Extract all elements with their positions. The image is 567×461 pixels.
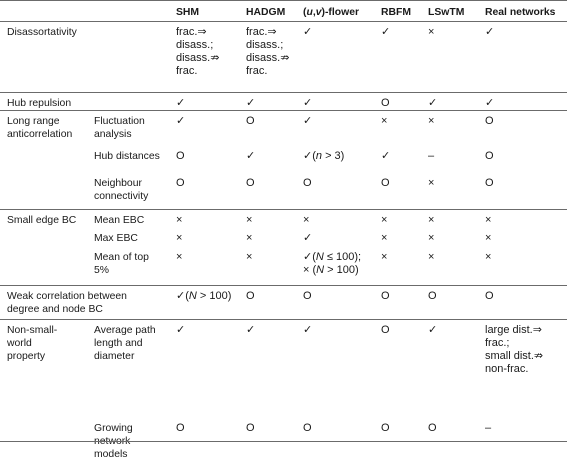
cell-line: O	[303, 290, 312, 302]
cell-lswtm	[428, 150, 434, 163]
cell-lswtm	[428, 97, 437, 110]
cell-real	[485, 150, 494, 163]
table-row	[0, 418, 567, 460]
cell-group	[7, 290, 127, 316]
cell-line: O	[428, 422, 437, 434]
cell-real	[485, 115, 494, 128]
cell-shm	[176, 150, 185, 163]
cell-line: O	[428, 290, 437, 302]
cell-flower	[303, 115, 312, 128]
cell-line: ✓	[381, 150, 391, 162]
cell-rbfm	[381, 26, 390, 39]
cell-line: ✓(n > 3)	[303, 150, 345, 162]
cell-sub	[94, 177, 148, 203]
cell-line: O	[176, 177, 185, 189]
cell-line: network	[94, 436, 131, 447]
cell-line: –	[485, 422, 492, 434]
cell-line: Max EBC	[94, 233, 138, 244]
cell-sub	[94, 115, 145, 141]
cell-sub	[94, 324, 156, 363]
cell-line: Small edge BC	[7, 215, 77, 226]
cell-line: ×	[176, 214, 183, 226]
table-row	[0, 228, 567, 247]
cell-hadgm	[246, 422, 255, 435]
cell-line: models	[94, 449, 128, 460]
cell-real	[485, 251, 491, 264]
cell-line: ✓	[246, 324, 256, 336]
cell-line: ×	[246, 214, 253, 226]
cell-line: ×	[428, 214, 435, 226]
cell-line: analysis	[94, 129, 132, 140]
cell-real	[485, 232, 491, 245]
cell-line: O	[381, 290, 390, 302]
cell-line: ✓	[485, 26, 495, 38]
cell-hadgm	[246, 214, 252, 227]
table-header-row	[0, 0, 567, 22]
cell-line: ✓	[176, 324, 186, 336]
cell-line: ×	[485, 214, 492, 226]
cell-lswtm	[428, 324, 437, 337]
header-shm: SHM	[176, 7, 200, 18]
cell-lswtm	[428, 26, 434, 39]
cell-line: frac.⇒	[246, 26, 277, 38]
cell-lswtm	[428, 177, 434, 190]
cell-hadgm	[246, 26, 289, 78]
cell-lswtm	[428, 251, 434, 264]
cell-sub	[94, 232, 138, 245]
header-real-networks: Real networks	[485, 7, 556, 18]
cell-real	[485, 422, 491, 435]
cell-line: ✓(N > 100)	[176, 290, 232, 302]
header-hadgm: HADGM	[246, 7, 286, 18]
cell-rbfm	[381, 422, 390, 435]
cell-rbfm	[381, 232, 387, 245]
cell-line: ×	[246, 232, 253, 244]
cell-rbfm	[381, 150, 390, 163]
cell-lswtm	[428, 232, 434, 245]
cell-real	[485, 97, 494, 110]
cell-line: O	[485, 177, 494, 189]
cell-line: disass.⇏	[246, 52, 290, 64]
cell-real	[485, 324, 543, 376]
table-row	[0, 21, 567, 93]
header-lswtm: LSwTM	[428, 7, 465, 18]
cell-line: O	[303, 177, 312, 189]
cell-real	[485, 26, 494, 39]
cell-line: ×	[176, 251, 183, 263]
cell-shm	[176, 115, 185, 128]
cell-line: property	[7, 351, 46, 362]
cell-line: ✓(N ≤ 100);	[303, 251, 362, 263]
table-row	[0, 209, 567, 229]
cell-line: Mean EBC	[94, 215, 145, 226]
cell-line: 5%	[94, 265, 110, 276]
cell-line: diameter	[94, 351, 135, 362]
cell-group	[7, 97, 71, 110]
table-row	[0, 146, 567, 173]
cell-shm	[176, 26, 219, 78]
cell-shm	[176, 232, 182, 245]
cell-shm	[176, 324, 185, 337]
cell-line: ✓	[428, 97, 438, 109]
cell-hadgm	[246, 115, 255, 128]
cell-line: O	[381, 324, 390, 336]
cell-line: ×	[381, 232, 388, 244]
cell-line: anticorrelation	[7, 129, 73, 140]
cell-hadgm	[246, 324, 255, 337]
cell-line: O	[485, 115, 494, 127]
cell-group	[7, 324, 57, 363]
cell-line: Neighbour	[94, 178, 142, 189]
cell-hadgm	[246, 177, 255, 190]
cell-line: world	[7, 338, 32, 349]
cell-group	[7, 115, 72, 141]
cell-hadgm	[246, 150, 255, 163]
table-row	[0, 285, 567, 320]
cell-shm	[176, 177, 185, 190]
cell-rbfm	[381, 251, 387, 264]
cell-shm	[176, 251, 182, 264]
cell-line: Average path	[94, 325, 156, 336]
table-row	[0, 173, 567, 209]
cell-line: ✓	[428, 324, 438, 336]
cell-line: ×	[485, 251, 492, 263]
cell-line: O	[485, 150, 494, 162]
cell-hadgm	[246, 290, 255, 303]
table-row	[0, 92, 567, 111]
cell-line: frac.	[176, 65, 198, 77]
cell-line: ✓	[381, 26, 391, 38]
table-row	[0, 247, 567, 285]
cell-line: Hub repulsion	[7, 98, 72, 109]
cell-flower	[303, 232, 312, 245]
cell-hadgm	[246, 251, 252, 264]
cell-line: ✓	[246, 150, 256, 162]
cell-flower	[303, 97, 312, 110]
cell-rbfm	[381, 324, 390, 337]
cell-group	[7, 26, 77, 39]
header-rbfm: RBFM	[381, 7, 412, 18]
cell-line: Long range	[7, 116, 60, 127]
cell-line: ✓	[485, 97, 495, 109]
cell-line: ×	[428, 177, 435, 189]
cell-line: ×	[428, 26, 435, 38]
cell-line: ×	[176, 232, 183, 244]
cell-real	[485, 290, 494, 303]
cell-real	[485, 177, 494, 190]
cell-shm	[176, 214, 182, 227]
cell-flower	[303, 251, 361, 277]
cell-lswtm	[428, 214, 434, 227]
cell-lswtm	[428, 422, 437, 435]
cell-line: O	[176, 422, 185, 434]
cell-line: disass.;	[246, 39, 284, 51]
cell-lswtm	[428, 115, 434, 128]
cell-line: non-frac.	[485, 363, 529, 375]
cell-rbfm	[381, 97, 390, 110]
cell-rbfm	[381, 177, 390, 190]
cell-line: frac.⇒	[176, 26, 207, 38]
cell-line: –	[428, 150, 435, 162]
cell-line: O	[485, 290, 494, 302]
cell-flower	[303, 214, 309, 227]
cell-shm	[176, 290, 231, 303]
cell-line: O	[381, 177, 390, 189]
cell-line: O	[176, 150, 185, 162]
cell-line: disass.⇏	[176, 52, 220, 64]
cell-rbfm	[381, 214, 387, 227]
cell-line: ×	[428, 232, 435, 244]
cell-line: ✓	[303, 115, 313, 127]
header-uv-flower: (u,v)-flower	[303, 7, 360, 18]
cell-line: ✓	[303, 324, 313, 336]
cell-line: ×	[485, 232, 492, 244]
cell-line: ×	[381, 214, 388, 226]
cell-line: ✓	[303, 232, 313, 244]
cell-line: ✓	[176, 115, 186, 127]
cell-line: disass.;	[176, 39, 214, 51]
cell-line: length and	[94, 338, 143, 349]
cell-flower	[303, 324, 312, 337]
table-row	[0, 110, 567, 147]
cell-rbfm	[381, 290, 390, 303]
cell-line: O	[246, 290, 255, 302]
cell-line: ✓	[303, 97, 313, 109]
cell-hadgm	[246, 232, 252, 245]
cell-line: Mean of top	[94, 252, 149, 263]
cell-line: frac.;	[485, 337, 510, 349]
cell-line: O	[381, 422, 390, 434]
cell-sub	[94, 214, 144, 227]
cell-lswtm	[428, 290, 437, 303]
cell-line: ×	[428, 251, 435, 263]
cell-sub	[94, 251, 149, 277]
table-row	[0, 319, 567, 419]
cell-line: O	[381, 97, 390, 109]
cell-hadgm	[246, 97, 255, 110]
cell-line: Non-small-	[7, 325, 58, 336]
cell-line: ✓	[176, 97, 186, 109]
cell-flower	[303, 290, 312, 303]
cell-flower	[303, 177, 312, 190]
cell-line: ×	[428, 115, 435, 127]
cell-flower	[303, 150, 344, 163]
cell-line: Fluctuation	[94, 116, 145, 127]
cell-line: large dist.⇒	[485, 324, 542, 336]
cell-line: degree and node BC	[7, 304, 103, 315]
cell-flower	[303, 26, 312, 39]
cell-line: ×	[381, 115, 388, 127]
cell-line: connectivity	[94, 191, 149, 202]
cell-line: Growing	[94, 423, 133, 434]
cell-line: ×	[381, 251, 388, 263]
cell-group	[7, 214, 76, 227]
cell-line: frac.	[246, 65, 268, 77]
cell-line: Hub distances	[94, 151, 160, 162]
cell-line: O	[303, 422, 312, 434]
cell-line: ×	[246, 251, 253, 263]
cell-shm	[176, 422, 185, 435]
cell-line: × (N > 100)	[303, 264, 359, 276]
cell-sub	[94, 150, 160, 163]
cell-line: small dist.⇏	[485, 350, 544, 362]
cell-line: O	[246, 115, 255, 127]
cell-flower	[303, 422, 312, 435]
cell-line: ✓	[303, 26, 313, 38]
cell-line: ×	[303, 214, 310, 226]
cell-line: Weak correlation between	[7, 291, 127, 302]
cell-line: O	[246, 422, 255, 434]
cell-shm	[176, 97, 185, 110]
cell-line: O	[246, 177, 255, 189]
cell-rbfm	[381, 115, 387, 128]
cell-line: ✓	[246, 97, 256, 109]
cell-real	[485, 214, 491, 227]
cell-line: Disassortativity	[7, 27, 77, 38]
